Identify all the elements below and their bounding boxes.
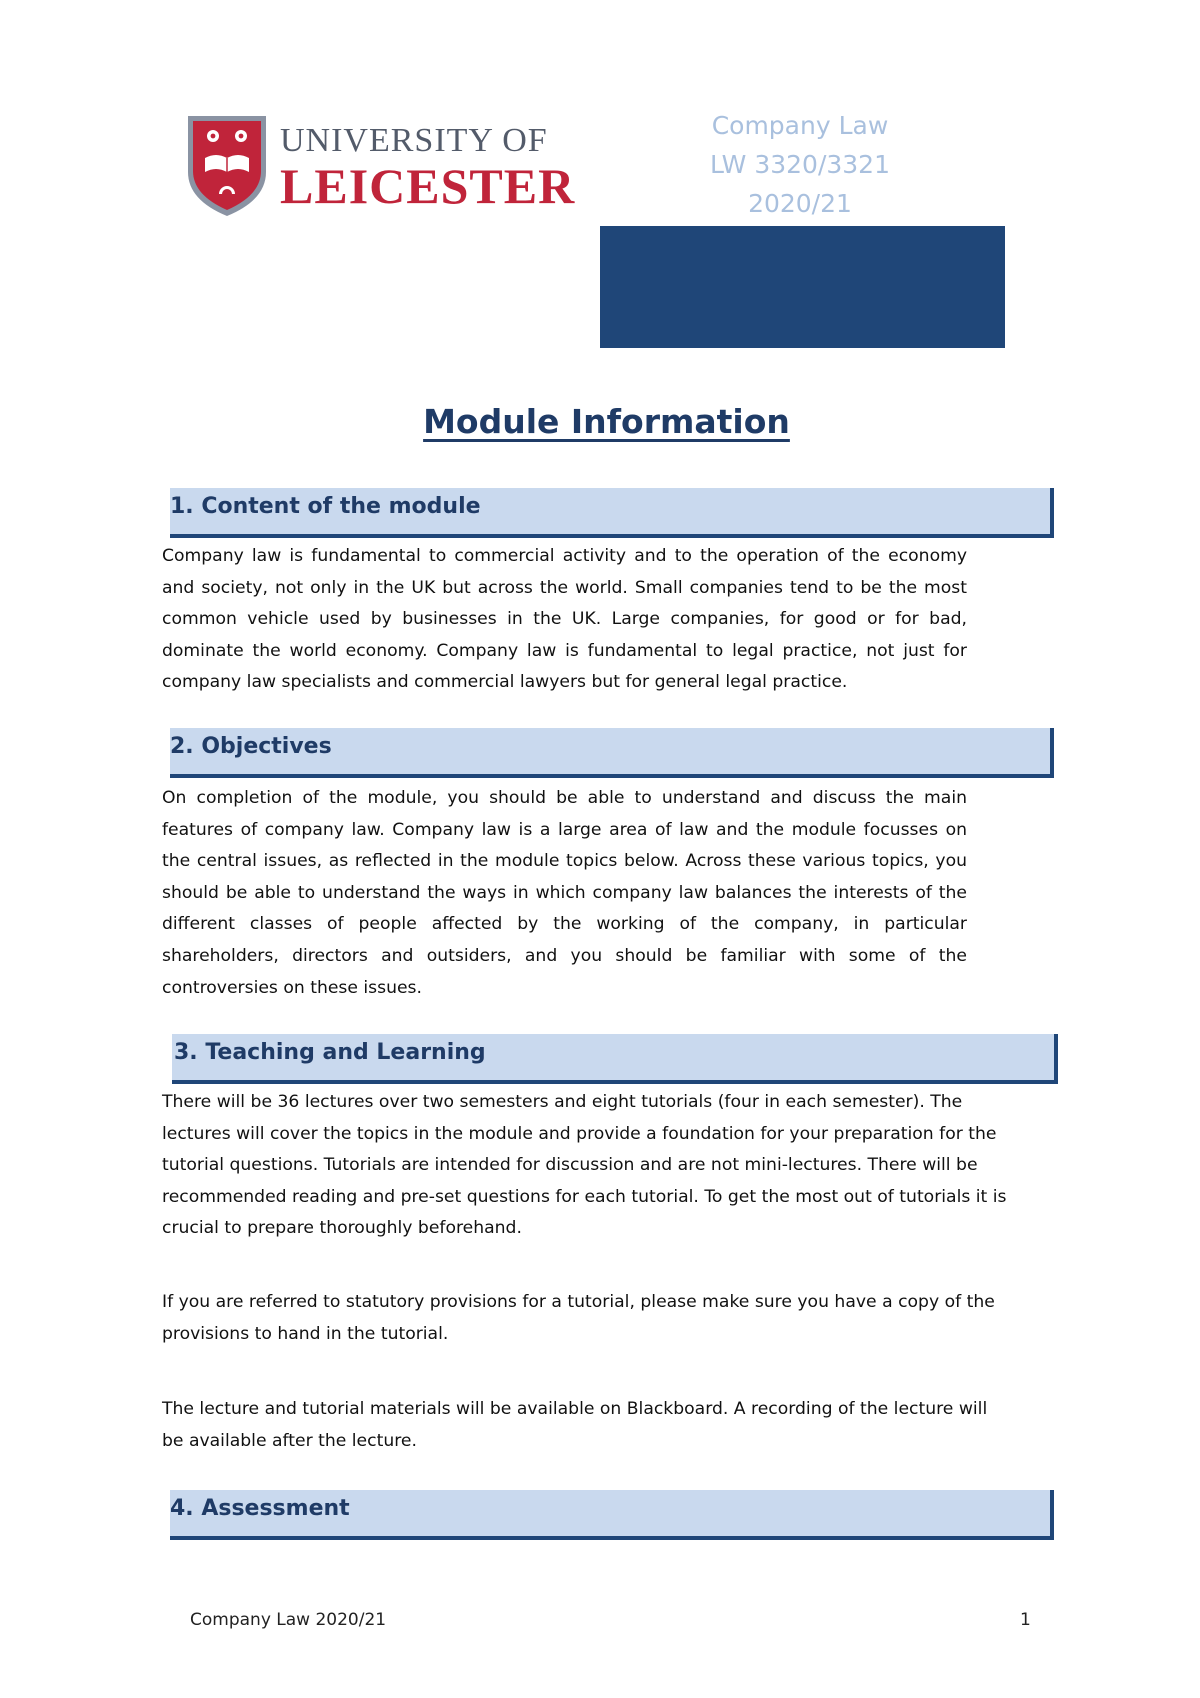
crest-icon <box>186 114 268 218</box>
course-info <box>610 106 990 223</box>
logo-wordmark <box>280 122 575 212</box>
section-content-paragraph: Company law is fundamental to commercial activity and to the operation of the economy and society, not only in the UK but across the world. Small companies tend to be the most common vehicle used by businesses in the UK. Large companies, for good or for bad, dominate the world economy. Company law is fundamental to legal practice, not just for company law specialists and commercial lawyers but for general legal practice. <box>162 546 967 693</box>
university-logo <box>186 114 576 218</box>
section-teaching-paragraph: If you are referred to statutory provisions for a tutorial, please make sure you have a copy of the provisions to hand in the tutorial. <box>162 1292 995 1344</box>
course-code: LW 3320/3321 <box>710 150 890 179</box>
section-heading-assessment: 4. Assessment <box>170 1496 350 1521</box>
section-heading-content: 1. Content of the module <box>170 494 481 519</box>
section-heading-objectives: 2. Objectives <box>170 734 332 759</box>
section-teaching-paragraph: There will be 36 lectures over two semesters and eight tutorials (four in each semester). The lectures will cover the topics in the module and provide a foundation for your preparation for the tutorial questions. Tutorials are intended for discussion and are not mini-lectures. There will be recommended reading and pre-set questions for each tutorial. To get the most out of tutorials it is crucial to prepare thoroughly beforehand. <box>162 1092 1007 1239</box>
page-number: 1 <box>1020 1610 1031 1630</box>
logo-line-university: UNIVERSITY OF <box>280 122 548 159</box>
page-title: Module Information <box>423 402 790 441</box>
logo-line-leicester: LEICESTER <box>280 158 576 214</box>
header-color-block <box>600 226 1005 348</box>
section-heading-teaching: 3. Teaching and Learning <box>174 1040 486 1065</box>
course-name: Company Law <box>711 111 889 140</box>
section-objectives-paragraph: On completion of the module, you should be able to understand and discuss the main features of company law. Company law is a large area of law and the module focusses on the central issues, as reflected in the module topics below. Across these various topics, you should be able to understand the ways in which company law balances the interests of the different classes of people affected by the working of the company, in particular shareholders, directors and outsiders, and you should be familiar with some of the controversies on these issues. <box>162 788 967 998</box>
footer-label: Company Law 2020/21 <box>190 1610 387 1630</box>
course-year: 2020/21 <box>748 189 852 218</box>
section-teaching-paragraph: The lecture and tutorial materials will be available on Blackboard. A recording of the lecture will be available after the lecture. <box>162 1399 988 1451</box>
